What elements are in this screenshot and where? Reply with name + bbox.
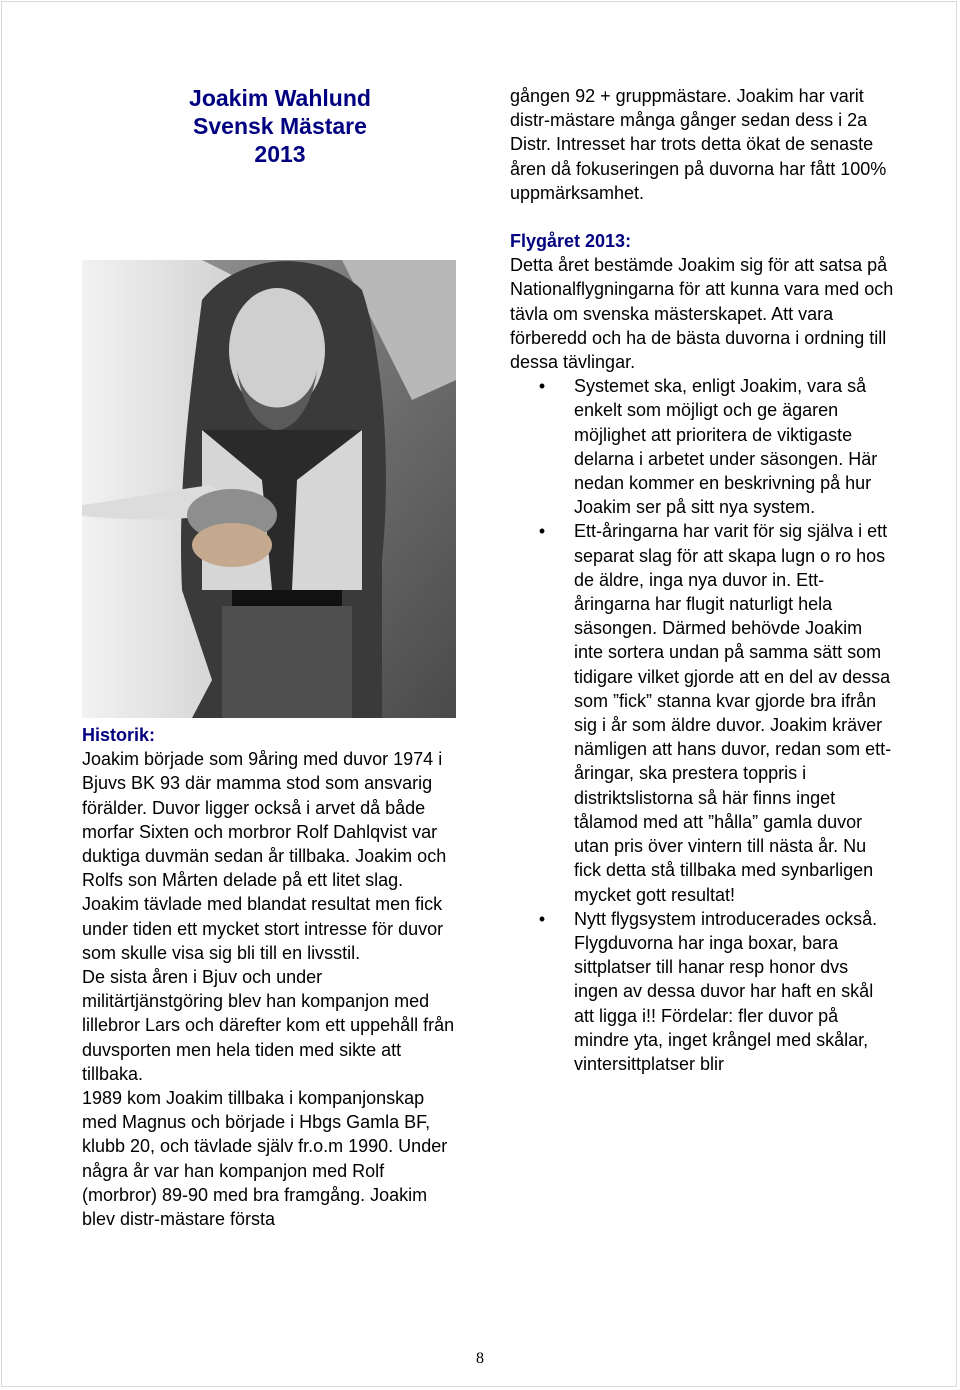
season-heading: Flygåret 2013: [510, 231, 632, 252]
history-paragraph-1: Joakim började som 9åring med duvor 1974 i Bjuvs BK 93 där mamma stod som ansvarig förälder. Duvor ligger också i arvet då både morfar Sixten och morbror Rolf Dahlqvist var duktiga duvmän sedan år tillbaka. Joakim och Rolfs son Mårten delade på ett litet slag. Joakim tävlade med blandat resultat men fick under tiden ett mycket stort intresse för duvor som skulle visa sig bli till en livsstil. [82, 749, 447, 963]
bullet-icon: • [538, 376, 546, 397]
portrait-photo [82, 260, 456, 718]
history-paragraph-2: De sista åren i Bjuv och under militärtjänstgöring blev han kompanjon med lillebror Lars och därefter kom ett uppehåll från duvsporten men hela tiden med sikte att tillbaka. [82, 967, 455, 1084]
pigeon-fancier-portrait-icon [82, 260, 456, 718]
history-section [82, 723, 458, 1231]
bullet-icon: • [538, 908, 546, 929]
bullet-text-system: Systemet ska, enligt Joakim, vara så enkelt som möjligt och ge ägaren möjlighet att prioritera de viktigaste delarna i arbetet under säsongen. Här nedan kommer en beskrivning på hur Joakim ser på sitt nya system. [574, 376, 878, 518]
bullet-icon: • [538, 521, 546, 542]
title-line-award: Svensk Mästare [193, 113, 367, 139]
history-continuation: gången 92 + gruppmästare. Joakim har varit distr-mästare många gånger sedan dess i 2a Distr. Intresset har trots detta ökat de senaste åren då fokuseringen på duvorna har fått 100% uppmärksamhet. [510, 86, 887, 203]
title-line-name: Joakim Wahlund [189, 85, 371, 111]
list-item [510, 907, 895, 1076]
page-number: 8 [476, 1350, 484, 1367]
bullet-text-flight-system: Nytt flygsystem introducerades också. Flygduvorna har inga boxar, bara sittplatser till hanar resp honor dvs ingen av dessa duvor har haft en skål att ligga i!! Fördelar: fler duvor på mindre yta, inget krångel med skålar, vintersittplatser blir [574, 908, 878, 1074]
title-line-year: 2013 [254, 141, 306, 167]
list-item [510, 374, 895, 519]
list-item [510, 519, 895, 906]
season-bullet-list [510, 374, 895, 1076]
paragraph-spacer [510, 205, 895, 229]
season-intro: Detta året bestämde Joakim sig för att satsa på Nationalflygningarna för att kunna vara med och tävla om svenska mästerskapet. Att vara förberedd och ha de bästa duvorna i ordning till dessa tävlingar. [510, 255, 894, 373]
history-paragraph-3: 1989 kom Joakim tillbaka i kompanjonskap med Magnus och började i Hbgs Gamla BF, klubb 20, och tävlade själv fr.o.m 1990. Under några år var han kompanjon med Rolf (morbror) 89-90 med bra framgång. Joakim blev distr-mästare första [82, 1088, 448, 1230]
bullet-text-yearlings: Ett-åringarna har varit för sig själva i ett separat slag för att skapa lugn o ro hos de äldre, inga nya duvor in. Ett-åringarna har flugit naturligt hela säsongen. Därmed behövde Joakim inte sortera undan på samma sätt som tidigare vilket gjorde att en del av dessa som ”fick” stanna kvar gjorde bra ifrån sig i år som äldre duvor. Joakim kräver nämligen att hans duvor, redan som ett-åringar, ska prestera toppris i distriktslistorna så här finns inget tålamod med att ”hålla” gamla duvor utan pris över vintern till nästa år. Nu fick detta stå tillbaka med synbarligen mycket gott resultat! [574, 521, 892, 905]
history-heading: Historik: [82, 725, 156, 745]
article-title [130, 84, 430, 168]
right-column [510, 84, 895, 1076]
